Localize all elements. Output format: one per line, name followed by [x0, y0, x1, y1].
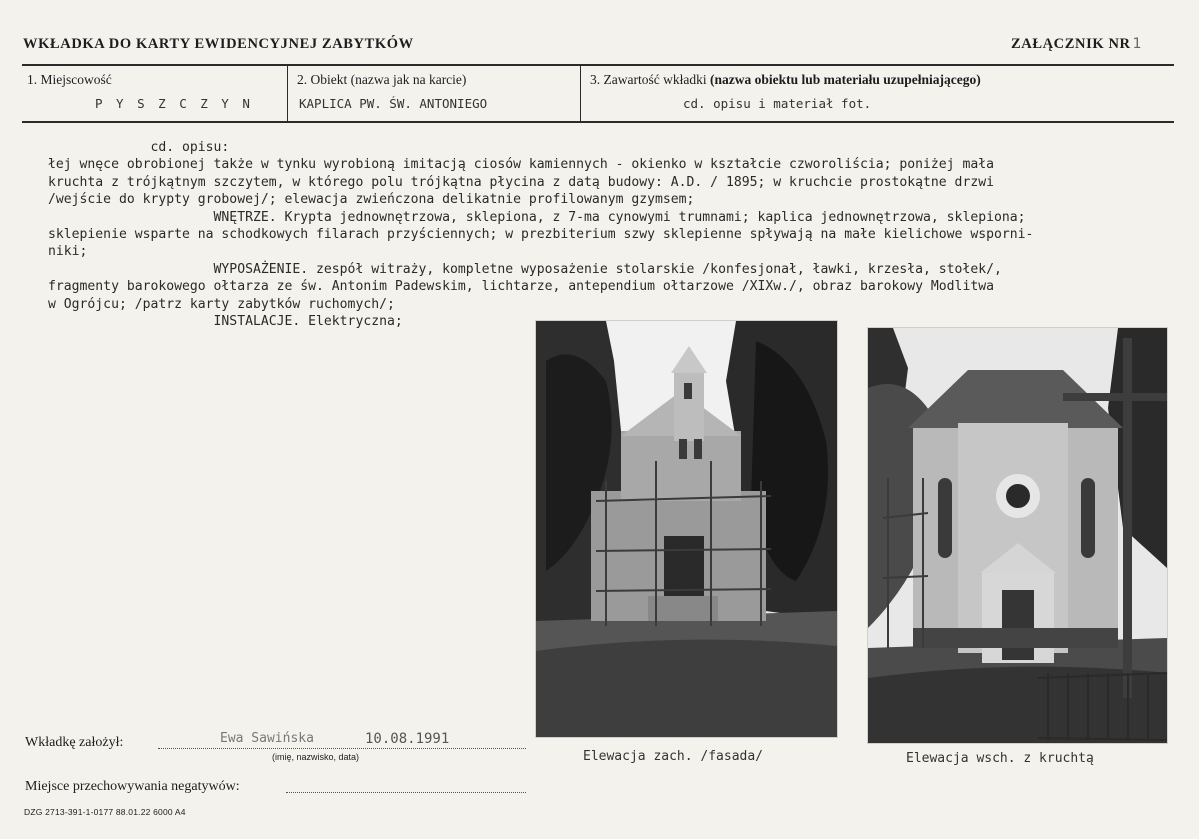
- description-line: łej wnęce obrobionej także w tynku wyrobioną imitacją ciosów kamiennych - okienko w kształcie czworoliścia; poniżej mała: [48, 157, 994, 173]
- description-text: [48, 139, 1168, 330]
- description-line: kruchta z trójkątnym szczytem, w którego polu trójkątna płycina z datą budowy: A.D. / 1895; w kruchcie prostokątne drzwi: [48, 174, 994, 190]
- field-content-value: cd. opisu i materiał fot.: [683, 96, 872, 111]
- description-line: niki;: [48, 244, 88, 260]
- field-content-label: [590, 72, 981, 88]
- form-title: WKŁADKA DO KARTY EWIDENCYJNEJ ZABYTKÓW: [23, 36, 414, 52]
- founder-date: 10.08.1991: [365, 731, 450, 747]
- divider-1: [287, 65, 288, 121]
- header-bottom-rule: [22, 121, 1174, 123]
- description-line: WYPOSAŻENIE. zespół witraży, kompletne wyposażenie stolarskie /konfesjonał, ławki, krzesła, stołek/,: [48, 261, 1002, 277]
- description-line: fragmenty barokowego ołtarza ze św. Antonim Padewskim, lichtarze, antependium ołtarzowe /XIXw./, obraz barokowy Modlitwa: [48, 279, 994, 295]
- divider-2: [580, 65, 581, 121]
- founder-label: Wkładkę założył:: [25, 735, 124, 750]
- photo-west-facade: [535, 320, 838, 738]
- description-line: w Ogrójcu; /patrz karty zabytków ruchomych/;: [48, 296, 395, 312]
- west-facade-image: [536, 321, 837, 737]
- storage-label: Miejsce przechowywania negatywów:: [25, 779, 240, 794]
- description-line: cd. opisu:: [48, 140, 230, 155]
- field-object-label: 2. Obiekt (nazwa jak na karcie): [297, 72, 467, 87]
- storage-dotline: [286, 792, 526, 793]
- description-line: /wejście do krypty grobowej/; elewacja zwieńczona delikatnie profilowanym gzymsem;: [48, 192, 695, 208]
- caption-east-porch: Elewacja wsch. z kruchtą: [906, 751, 1094, 766]
- field-locality-label: 1. Miejscowość: [27, 72, 112, 87]
- field-content-label-note: (nazwa obiektu lub materiału uzupełniającego): [709, 72, 981, 87]
- founder-hint: (imię, nazwisko, data): [272, 752, 360, 762]
- attachment-label: [1011, 36, 1142, 53]
- field-locality-value: P Y S Z C Z Y N: [95, 96, 253, 111]
- description-line: sklepienie wsparte na schodkowych filarach przyściennych; w prezbiterium szwy sklepienne spływają na małe kielichowe wsporni-: [48, 227, 1034, 243]
- field-content-label-main: 3. Zawartość wkładki: [590, 72, 707, 87]
- founder-name: Ewa Sawińska: [220, 731, 314, 746]
- founder-dotline: [158, 748, 526, 749]
- form-code: DZG 2713-391-1-0177 88.01.22 6000 A4: [24, 807, 186, 817]
- photo-east-porch: [867, 327, 1168, 744]
- east-porch-image: [868, 328, 1167, 743]
- top-rule: [22, 64, 1174, 66]
- attachment-label-text: ZAŁĄCZNIK NR: [1011, 36, 1131, 52]
- description-line: INSTALACJE. Elektryczna;: [48, 314, 403, 330]
- attachment-number: 1: [1132, 36, 1143, 52]
- caption-west-facade: Elewacja zach. /fasada/: [583, 749, 764, 764]
- field-object-value: KAPLICA PW. ŚW. ANTONIEGO: [299, 96, 488, 111]
- description-line: WNĘTRZE. Krypta jednownętrzowa, sklepiona, z 7-ma cynowymi trumnami; kaplica jednownętrzowa, sklepiona;: [48, 209, 1026, 225]
